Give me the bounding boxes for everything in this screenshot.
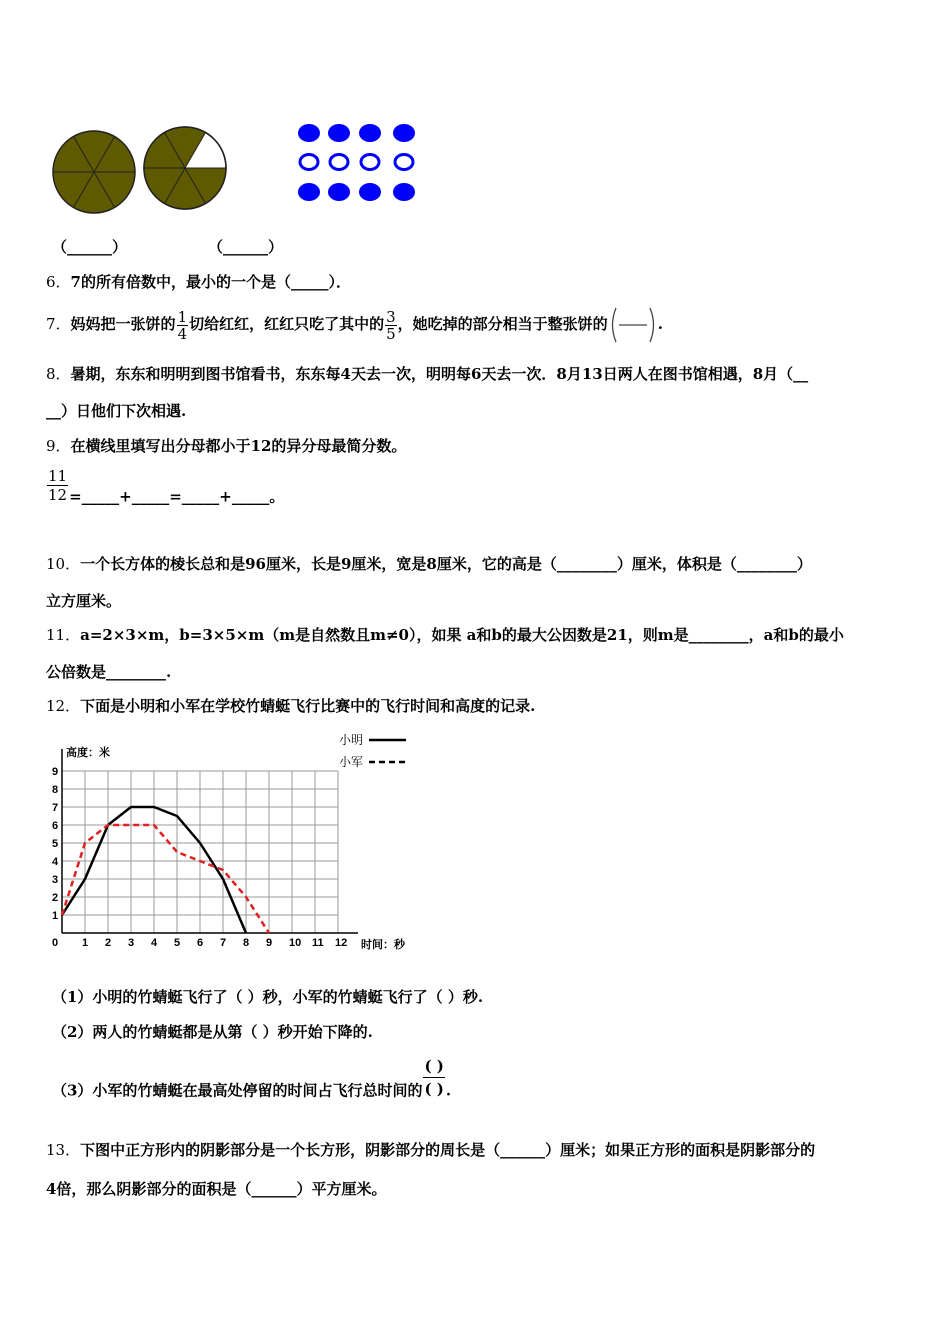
question-8-line-1: [46, 363, 808, 384]
x-tick-label: 8: [243, 937, 250, 949]
question-7: [46, 305, 663, 345]
x-tick-label: 4: [151, 937, 158, 949]
x-tick-label: 9: [266, 937, 273, 949]
q12-number: 12．: [46, 697, 81, 715]
question-12: [46, 695, 535, 716]
q7-text-1: 妈妈把一张饼的: [70, 315, 176, 333]
q8-number: 8．: [46, 365, 71, 383]
q9-f-den: 12: [48, 486, 68, 504]
q9-number: 9．: [46, 437, 71, 455]
q7-f1-den: 4: [177, 324, 188, 343]
q7-answer-blank[interactable]: [608, 305, 658, 345]
q12-sub-3-end: .: [445, 1081, 452, 1100]
x-tick-label: 1: [82, 937, 89, 949]
x-tick-label: 12: [335, 937, 348, 949]
q9-fraction: [47, 467, 68, 504]
q12-sub-3-text: （3）小军的竹蜻蜓在最高处停留的时间占飞行总时间的: [52, 1081, 423, 1100]
y-tick-label: 7: [52, 802, 59, 814]
y-tick-label: 6: [52, 820, 59, 832]
q9-text: 在横线里填写出分母都小于12的异分母最简分数。: [70, 437, 407, 455]
q7-text-3: ，她吃掉的部分相当于整张饼的: [397, 315, 608, 333]
y-tick-label: 2: [52, 892, 59, 904]
circle-full: [53, 131, 135, 213]
q7-text-4: .: [657, 315, 663, 333]
q12-sub-2: （2）两人的竹蜻蜓都是从第（ ）秒开始下降的.: [52, 1023, 373, 1041]
q6-text: 7的所有倍数中，最小的一个是（_____）．: [70, 273, 351, 291]
y-tick-label: 3: [52, 874, 59, 886]
q9-equation: [46, 467, 284, 507]
q12-sub-3-den: ( ): [424, 1080, 444, 1098]
chart-ylabel: 高度：米: [66, 747, 110, 759]
x-tick-label: 3: [128, 937, 135, 949]
question-13-line-1: [46, 1139, 815, 1160]
q9-blanks[interactable]: =_____+_____=_____+_____。: [69, 487, 285, 506]
q13-number: 13．: [46, 1141, 81, 1159]
y-tick-label: 5: [52, 838, 59, 850]
q11-text-2: 公倍数是________.: [46, 663, 172, 681]
chart-legend: [339, 733, 406, 769]
y-tick-label: 1: [52, 910, 59, 922]
x-tick-label: 11: [312, 937, 324, 949]
legend-label: 小军: [339, 755, 364, 769]
x-tick-label: 6: [197, 937, 204, 949]
q7-f1-num: 1: [177, 307, 188, 326]
q7-fraction-2: [385, 309, 397, 342]
flight-chart: [46, 728, 416, 953]
q13-text-2: 4倍，那么阴影部分的面积是（______）平方厘米。: [46, 1180, 387, 1198]
question-10-line-1: [46, 553, 812, 574]
y-tick-label: 9: [52, 766, 59, 778]
q7-fraction-1: [177, 309, 189, 342]
q12-sub-3: [52, 1055, 451, 1101]
q12-sub-1: （1）小明的竹蜻蜓飞行了（ ）秒，小军的竹蜻蜓飞行了（ ）秒.: [52, 988, 484, 1006]
q11-text-1: a=2×3×m，b=3×5×m（m是自然数且m≠0），如果 a和b的最大公因数是21，则m是________，a和b的最小: [80, 626, 844, 644]
chart-grid: [62, 771, 338, 933]
q10-number: 10．: [46, 555, 81, 573]
figure-blank-right[interactable]: （______）: [208, 238, 284, 256]
x-tick-label: 5: [174, 937, 181, 949]
chart-x-ticks: [52, 937, 347, 949]
q12-text: 下面是小明和小军在学校竹蜻蜓飞行比赛中的飞行时间和高度的记录.: [80, 697, 536, 715]
q7-number: 7．: [46, 315, 71, 333]
q8-text-2: __）日他们下次相遇.: [46, 402, 187, 420]
figure-blank-left[interactable]: （______）: [52, 238, 128, 256]
q11-number: 11．: [46, 626, 81, 644]
y-tick-label: 4: [52, 856, 59, 868]
circle-partial: [144, 127, 226, 209]
q9-f-num: 11: [48, 467, 68, 485]
q8-text-1: 暑期，东东和明明到图书馆看书，东东每4天去一次，明明每6天去一次．8月13日两人在图书馆相遇，8月（__: [70, 365, 809, 383]
y-tick-label: 8: [52, 784, 59, 796]
chart-xlabel: 时间：秒: [361, 939, 405, 951]
question-11-line-1: [46, 624, 844, 645]
q7-f2-den: 5: [386, 324, 396, 343]
x-tick-label: 10: [289, 937, 302, 949]
chart-y-ticks: [52, 766, 59, 922]
chart-series: [62, 807, 269, 933]
dot-grid: [298, 124, 415, 201]
x-tick-label: 0: [52, 937, 59, 949]
q13-text-1: 下图中正方形内的阴影部分是一个长方形，阴影部分的周长是（______）厘米；如果正方形的面积是阴影部分的: [80, 1141, 816, 1159]
x-tick-label: 7: [220, 937, 227, 949]
question-6: [46, 271, 351, 292]
q10-text-1: 一个长方体的棱长总和是96厘米，长是9厘米，宽是8厘米，它的高是（________）厘米，体积是（________）: [80, 555, 812, 573]
q12-sub-3-fraction[interactable]: [423, 1055, 444, 1100]
x-tick-label: 2: [105, 937, 112, 949]
q7-text-2: 切给红红，红红只吃了其中的: [189, 315, 385, 333]
fraction-figures: [0, 0, 950, 230]
question-9: [46, 435, 406, 456]
legend-label: 小明: [339, 733, 364, 747]
q10-text-2: 立方厘米。: [46, 592, 122, 610]
q12-sub-3-num: ( ): [423, 1055, 444, 1078]
chart-axes: [62, 749, 358, 933]
q6-number: 6．: [46, 273, 71, 291]
q7-f2-num: 3: [386, 307, 396, 326]
